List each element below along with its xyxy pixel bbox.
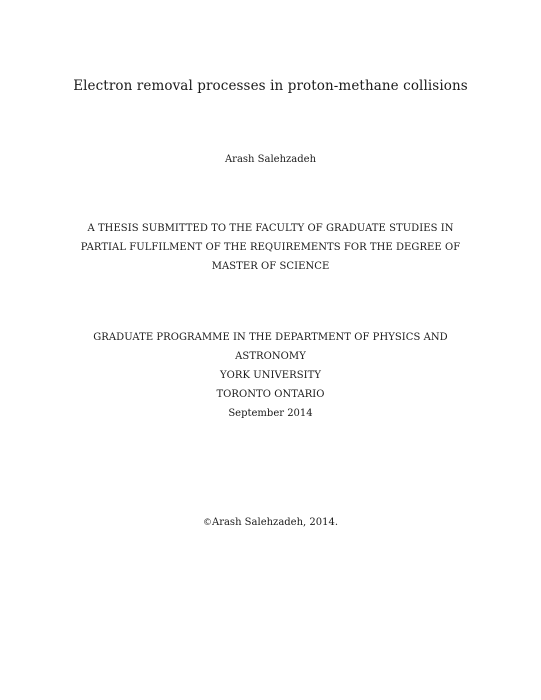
programme-line-2: ASTRONOMY [235,351,306,362]
copyright-icon: © [202,518,212,528]
copyright-text: Arash Salehzadeh, 2014. [211,517,339,528]
thesis-title: Electron removal processes in proton-methane collisions [73,78,468,94]
submission-statement-line-1: A THESIS SUBMITTED TO THE FACULTY OF GRADUATE STUDIES IN [87,223,454,234]
submission-statement-line-2: PARTIAL FULFILMENT OF THE REQUIREMENTS FOR THE DEGREE OF [80,242,461,253]
author-name: Arash Salehzadeh [224,154,317,165]
submission-statement-line-3: MASTER OF SCIENCE [211,261,330,272]
submission-date: September 2014 [228,408,313,419]
copyright-notice [0,518,541,528]
university-location: TORONTO ONTARIO [216,389,325,400]
university-name: YORK UNIVERSITY [220,370,321,381]
programme-line-1: GRADUATE PROGRAMME IN THE DEPARTMENT OF PHYSICS AND [93,332,448,343]
